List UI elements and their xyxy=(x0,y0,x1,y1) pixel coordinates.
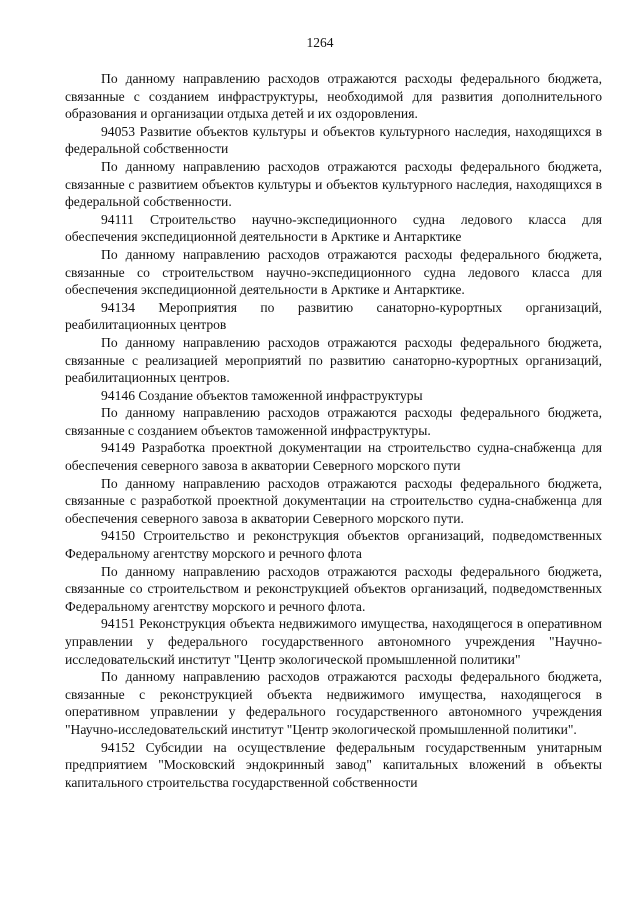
paragraph-description: По данному направлению расходов отражаются расходы федерального бюджета, связанные с развитием объектов культуры и объектов культурного наследия, находящихся в федеральной собственности. xyxy=(65,158,602,210)
paragraph-description: По данному направлению расходов отражаются расходы федерального бюджета, связанные со строительством и реконструкцией объектов организаций, подведомственных Федеральному агентству морского и речного флота. xyxy=(65,563,602,614)
expense-code-heading: 94111 Строительство научно-экспедиционного судна ледового класса для обеспечения экспедиционной деятельности в Арктике и Антарктике xyxy=(65,211,602,245)
paragraph-description: По данному направлению расходов отражаются расходы федерального бюджета, связанные с реконструкцией объекта недвижимого имущества, находящегося в оперативном управлении у федерального государственного автономного учреждения "Научно-исследовательский институт "Центр экологической промышленной политики". xyxy=(65,669,602,737)
paragraph-description: По данному направлению расходов отражаются расходы федерального бюджета, связанные с разработкой проектной документации на строительство судна-снабженца для обеспечения северного завоза в акватории Северного морского пути. xyxy=(65,475,602,526)
expense-code-heading: 94150 Строительство и реконструкция объектов организаций, подведомственных Федеральному агентству морского и речного флота xyxy=(65,528,602,562)
paragraph-description: По данному направлению расходов отражаются расходы федерального бюджета, связанные с созданием инфраструктуры, необходимой для развития дополнительного образования и организации отдыха детей и их оздоровления. xyxy=(65,71,602,122)
expense-code-heading: 94151 Реконструкция объекта недвижимого имущества, находящегося в оперативном управлении у федерального государственного автономного учреждения "Научно-исследовательский институт "Центр экологической промышленной политики" xyxy=(65,616,602,667)
paragraph-description: По данному направлению расходов отражаются расходы федерального бюджета, связанные со строительством научно-экспедиционного судна ледового класса для обеспечения экспедиционной деятельности в Арктике и Антарктике. xyxy=(65,246,602,298)
expense-code-heading: 94134 Мероприятия по развитию санаторно-курортных организаций, реабилитационных центров xyxy=(65,299,602,333)
paragraph-description: По данному направлению расходов отражаются расходы федерального бюджета, связанные с реализацией мероприятий по развитию санаторно-курортных организаций, реабилитационных центров. xyxy=(65,334,602,386)
expense-code-heading: 94146 Создание объектов таможенной инфраструктуры xyxy=(101,387,423,403)
expense-code-heading: 94053 Развитие объектов культуры и объектов культурного наследия, находящихся в федеральной собственности xyxy=(65,123,602,157)
expense-code-heading: 94149 Разработка проектной документации на строительство судна-снабженца для обеспечения северного завоза в акватории Северного морского пути xyxy=(65,440,602,474)
expense-code-heading: 94152 Субсидии на осуществление федеральным государственным унитарным предприятием "Московский эндокринный завод" капитальных вложений в объекты капитального строительства государственной собственности xyxy=(65,739,602,790)
paragraph-description: По данному направлению расходов отражаются расходы федерального бюджета, связанные с созданием объектов таможенной инфраструктуры. xyxy=(65,405,602,438)
page-number: 1264 xyxy=(306,35,334,50)
document-body xyxy=(65,70,602,791)
